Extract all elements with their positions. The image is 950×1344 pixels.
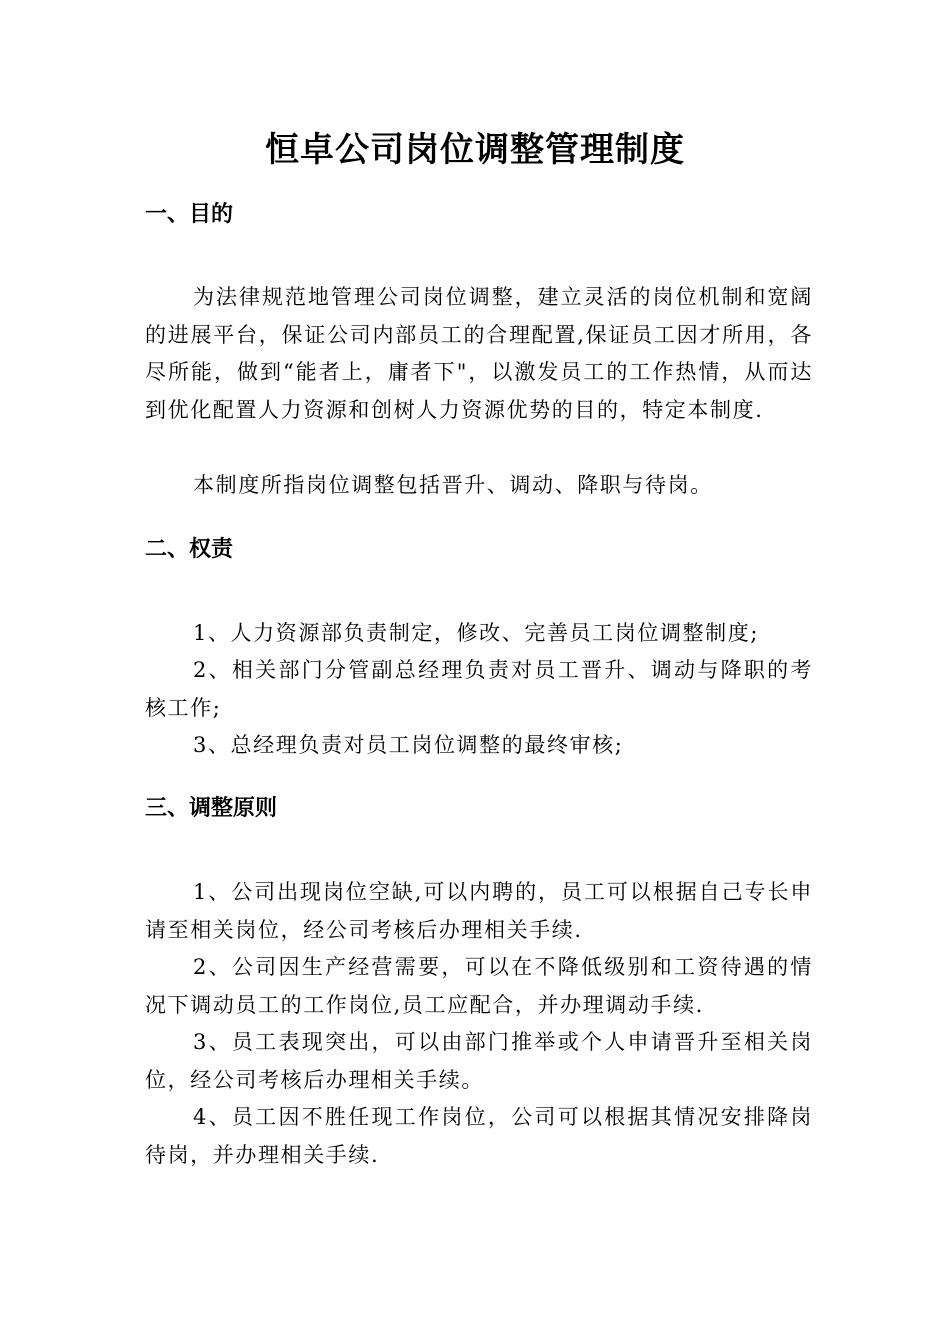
section-heading-responsibilities: 二、权责 [145,537,234,562]
document-title: 恒卓公司岗位调整管理制度 [265,130,685,170]
paragraph-responsibility-2: 2、相关部门分管副总经理负责对员工晋升、调动与降职的考核工作; [145,658,813,720]
paragraph-principle-4: 4、员工因不胜任现工作岗位，公司可以根据其情况安排降岗待岗，并办理相关手续. [145,1105,813,1167]
paragraph-purpose-2: 本制度所指岗位调整包括晋升、调动、降职与待岗。 [193,473,713,497]
paragraph-principle-1: 1、公司出现岗位空缺,可以内聘的，员工可以根据自己专长申请至相关岗位，经公司考核后办理相关手续. [145,880,813,942]
paragraph-responsibility-1: 1、人力资源部负责制定，修改、完善员工岗位调整制度; [193,621,760,645]
paragraph-purpose-1: 为法律规范地管理公司岗位调整，建立灵活的岗位机制和宽阔的进展平台，保证公司内部员工的合理配置,保证员工因才所用，各尽所能，做到“能者上，庸者下"，以激发员工的工作热情，从而达到优化配置人力资源和创树人力资源优势的目的，特定本制度. [145,285,813,422]
paragraph-principle-2: 2、公司因生产经营需要，可以在不降低级别和工资待遇的情况下调动员工的工作岗位,员工应配合，并办理调动手续. [145,955,813,1017]
section-heading-purpose: 一、目的 [145,202,234,227]
paragraph-responsibility-3: 3、总经理负责对员工岗位调整的最终审核; [193,733,624,757]
paragraph-principle-3: 3、员工表现突出，可以由部门推举或个人申请晋升至相关岗位，经公司考核后办理相关手续。 [145,1030,813,1092]
section-heading-principles: 三、调整原则 [145,796,278,821]
